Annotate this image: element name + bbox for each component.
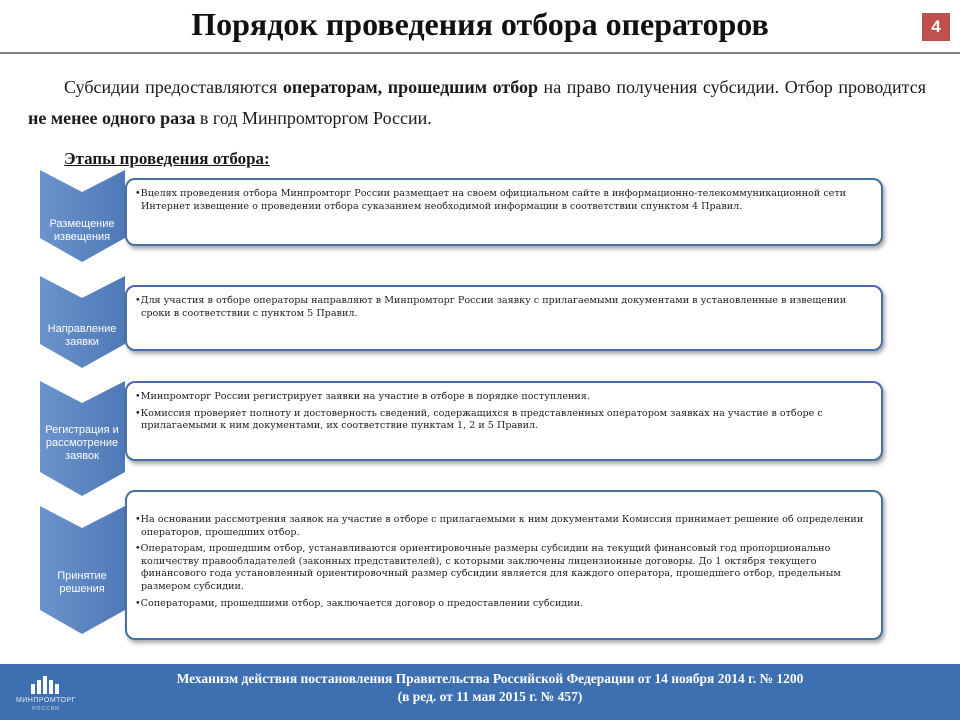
stage-1-box — [125, 178, 883, 246]
intro-bold-operators: операторам, прошедшим отбор — [282, 77, 538, 97]
stage-3-label: Регистрация и рассмотрение заявок — [45, 424, 119, 462]
stage-2-label: Направление заявки — [47, 323, 117, 348]
intro-text-1: Субсидии предоставляются — [64, 77, 283, 97]
logo-subtext: РОССИИ — [32, 706, 60, 712]
page-title: Порядок проведения отбора операторов — [191, 6, 769, 42]
footer-caption — [110, 670, 870, 706]
stage-3-item-1: •Минпромторг России регистрирует заявки на участие в отборе в порядке поступления. — [135, 391, 590, 402]
stage-3-item-2: •Комиссия проверяет полноту и достоверность сведений, содержащихся в представленных оператором заявках на участие в отборе с прилагаемыми к ним документами, их соответствие пунктам 1, 2 и 5 Правил. — [135, 407, 823, 432]
stage-4-label: Принятие решения — [57, 570, 107, 595]
stage-3-box — [125, 381, 883, 461]
footer-line-1: Механизм действия постановления Правительства Российской Федерации от 14 ноября 2014 г. № 1200 — [176, 671, 804, 686]
intro-text-2: на право получения субсидии. Отбор проводится — [537, 77, 926, 97]
intro-text-3: в год Минпромторгом России. — [195, 108, 432, 128]
footer-line-2: (в ред. от 11 мая 2015 г. № 457) — [397, 689, 583, 704]
stage-1-label: Размещение извещения — [49, 218, 115, 243]
stage-4-item-3: •Соператорами, прошедшими отбор, заключается договор о предоставлении субсидии. — [135, 597, 584, 609]
stage-1-chevron — [40, 170, 125, 262]
logo-text: МИНПРОМТОРГ — [15, 697, 77, 704]
stages-heading: Этапы проведения отбора: — [64, 149, 270, 168]
stage-4-item-1: •На основании рассмотрения заявок на участие в отборе с прилагаемыми к ним документами Комиссия принимает решение об определении операторов, прошедших отбор. — [135, 514, 864, 538]
intro-bold-frequency: не менее одного раза — [28, 108, 196, 128]
stage-4-item-2: •Операторам, прошедшим отбор, устанавливаются ориентировочные размеры субсидии на текущий финансовый год пропорционально количеству правообладателей (законных представителей), с которыми заключены лицензионные договоры. До 1 октября текущего финансового года установленный ориентировочный размер субсидии является для каждого оператора, прошедшего отбор, предельным размером субсидии. — [135, 543, 841, 592]
stage-2-chevron — [40, 276, 125, 368]
stage-4-box — [125, 490, 883, 640]
stage-2-item: •Для участия в отборе операторы направляют в Минпромторг России заявку с прилагаемыми документами в установленные в извещении сроки в соответствии с пунктом 5 Правил. — [135, 295, 847, 319]
stage-1-item: •Вцелях проведения отбора Минпромторг России размещает на своем официальном сайте в информационно-телекоммуникационной сети Интернет извещение о проведении отбора суказанием необходимой информации в соответствии спунктом 4 Правил. — [135, 188, 847, 212]
page-number-badge: 4 — [922, 13, 950, 41]
stage-2-box — [125, 285, 883, 351]
